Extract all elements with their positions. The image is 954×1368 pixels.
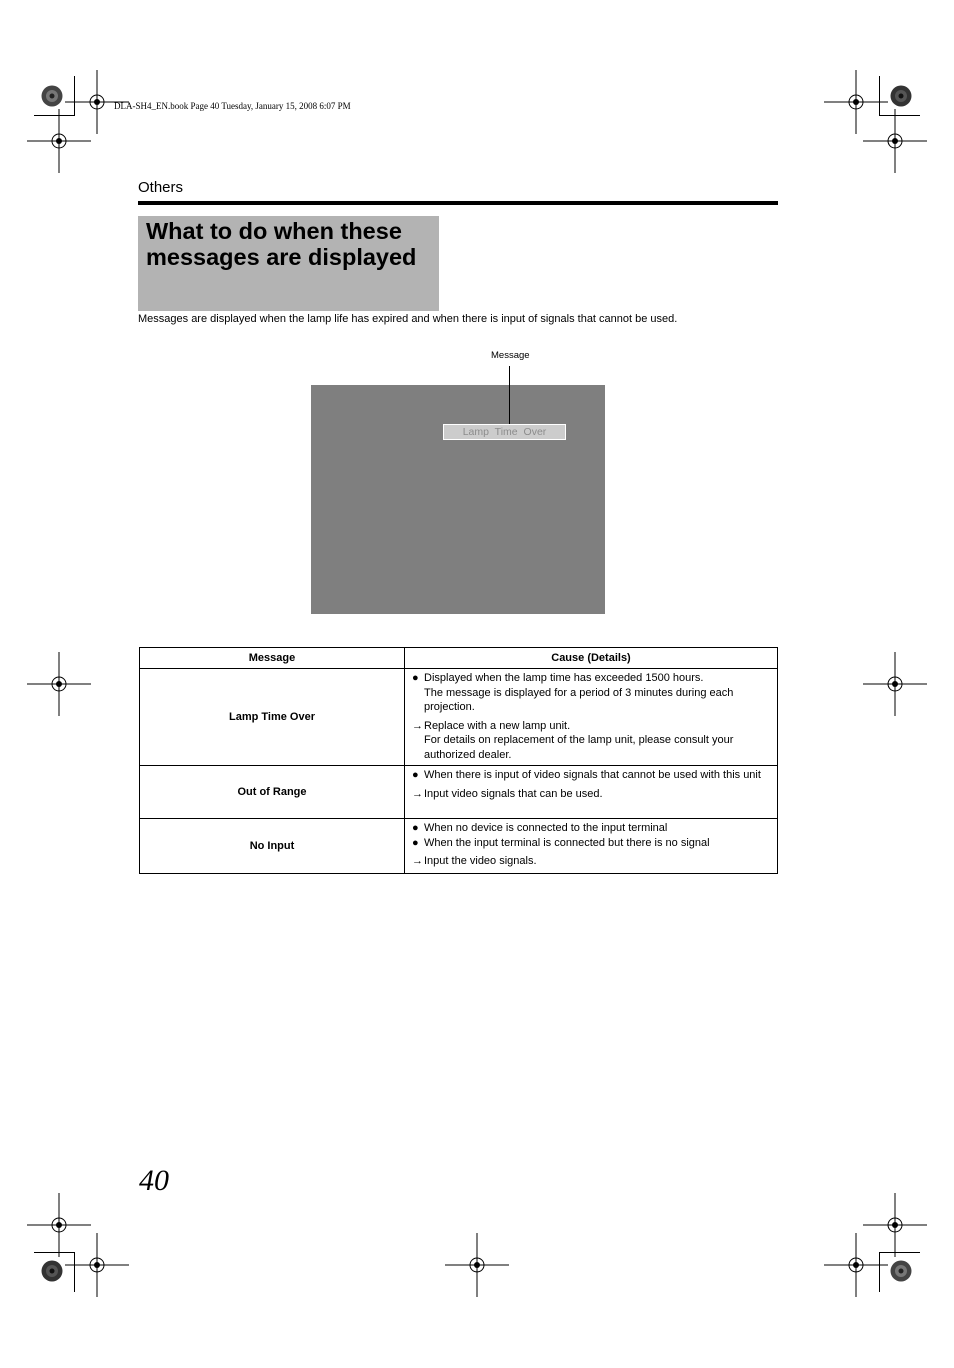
projected-screen	[311, 385, 605, 614]
cause-text: When the input terminal is connected but there is no signal	[424, 836, 710, 849]
bullet-icon: ●	[412, 836, 419, 849]
arrow-right-icon: →	[412, 787, 423, 800]
cause-text: Displayed when the lamp time has exceeded 1500 hours.	[424, 672, 704, 684]
cause-item	[412, 768, 773, 783]
message-cell: Out of Range	[140, 766, 405, 819]
cause-item	[412, 821, 773, 836]
registration-mark-icon	[863, 1193, 927, 1257]
cause-item	[412, 854, 773, 869]
cause-item	[412, 836, 773, 851]
cause-text: When no device is connected to the input terminal	[424, 822, 668, 834]
column-header-message: Message	[140, 648, 405, 669]
crop-mark	[880, 1252, 920, 1253]
cause-cell	[405, 766, 778, 819]
heading-box	[138, 216, 439, 311]
figure-callout-label: Message	[491, 350, 530, 361]
registration-mark-icon	[27, 109, 91, 173]
section-label: Others	[138, 179, 184, 196]
crop-mark	[34, 1252, 74, 1253]
registration-mark-icon	[863, 652, 927, 716]
arrow-right-icon: →	[412, 855, 423, 867]
table-row	[140, 669, 778, 766]
cause-text: When there is input of video signals that cannot be used with this unit	[424, 769, 761, 781]
message-cell: No Input	[140, 819, 405, 874]
color-target-icon	[890, 1260, 912, 1282]
color-target-icon	[41, 85, 63, 107]
callout-leader-line	[509, 366, 510, 426]
cause-item	[412, 787, 773, 802]
crop-mark	[74, 76, 75, 116]
bullet-icon: ●	[412, 672, 419, 684]
registration-mark-icon	[27, 652, 91, 716]
message-cell: Lamp Time Over	[140, 669, 405, 766]
header-rule	[138, 201, 778, 205]
cause-item	[412, 719, 773, 763]
cause-cell	[405, 819, 778, 874]
crop-mark	[879, 1252, 880, 1292]
arrow-right-icon: →	[412, 719, 423, 732]
onscreen-message: Lamp Time Over	[443, 424, 566, 440]
intro-text: Messages are displayed when the lamp life has expired and when there is input of signals that cannot be used.	[138, 313, 678, 325]
registration-mark-icon	[445, 1233, 509, 1297]
crop-mark	[879, 76, 880, 116]
page-title: What to do when these messages are displayed	[146, 218, 417, 270]
cause-detail: The message is displayed for a period of 3 minutes during each projection.	[424, 686, 734, 713]
cause-text: Input the video signals.	[424, 855, 537, 867]
crop-mark	[34, 115, 74, 116]
cause-item	[412, 671, 773, 715]
bullet-icon: ●	[412, 822, 419, 834]
registration-mark-icon	[863, 109, 927, 173]
message-table	[139, 647, 778, 874]
color-target-icon	[41, 1260, 63, 1282]
table-row	[140, 819, 778, 874]
cause-text: Replace with a new lamp unit.	[424, 719, 571, 732]
crop-mark	[880, 115, 920, 116]
cause-text: Input video signals that can be used.	[424, 787, 603, 800]
bullet-icon: ●	[412, 769, 419, 781]
page-number: 40	[139, 1164, 169, 1197]
cause-cell	[405, 669, 778, 766]
crop-mark	[74, 1252, 75, 1292]
print-stamp: DLA-SH4_EN.book Page 40 Tuesday, January 15, 2008 6:07 PM	[114, 101, 351, 111]
table-header-row	[140, 648, 778, 669]
column-header-cause: Cause (Details)	[405, 648, 778, 669]
color-target-icon	[890, 85, 912, 107]
table-row	[140, 766, 778, 819]
cause-detail: For details on replacement of the lamp unit, please consult your authorized dealer.	[424, 734, 734, 761]
